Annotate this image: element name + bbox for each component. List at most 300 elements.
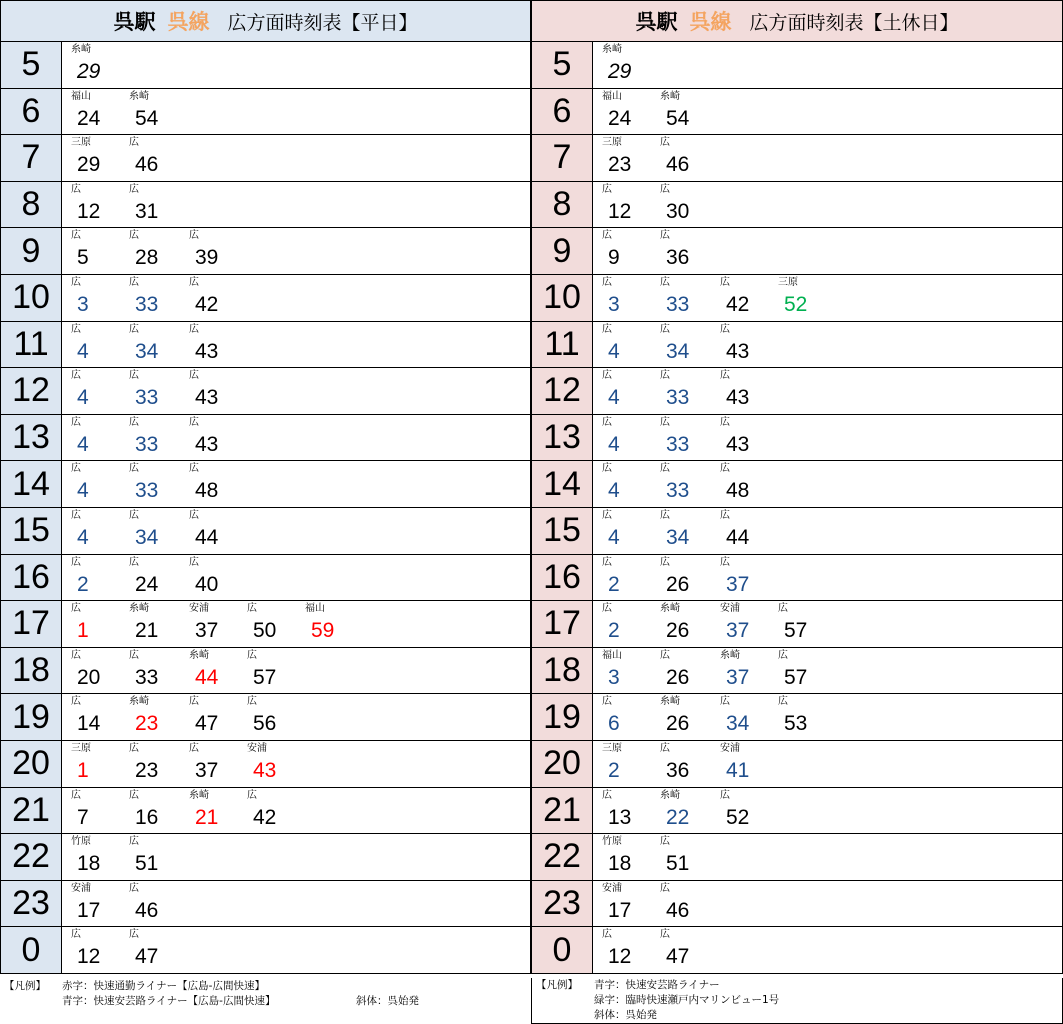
- departure-minute: 42: [195, 292, 219, 316]
- departure-minute: 43: [195, 386, 219, 410]
- departure-destination: 広: [720, 556, 730, 568]
- departure-destination: 広: [720, 509, 730, 521]
- departure: [712, 694, 772, 740]
- departure: [181, 461, 241, 507]
- departure-destination: 福山: [602, 90, 622, 102]
- departure: [239, 601, 299, 647]
- departure-minute: 43: [726, 339, 750, 363]
- departure-minute: 30: [666, 199, 690, 223]
- departure: [652, 648, 712, 694]
- departure-destination: 広: [720, 276, 730, 288]
- departure-minute: 26: [666, 619, 690, 643]
- departure: [181, 601, 241, 647]
- departure: [121, 89, 181, 135]
- departure-minute: 33: [666, 292, 690, 316]
- departure-destination: 広: [129, 836, 139, 848]
- departure: [297, 601, 357, 647]
- departure-minute: 47: [135, 945, 159, 969]
- departure-minute: 26: [666, 665, 690, 689]
- hour-row: [531, 135, 1063, 182]
- departure-destination: 広: [71, 509, 81, 521]
- departure-destination: 広: [602, 556, 612, 568]
- departure-destination: 広: [602, 789, 612, 801]
- legend-red: 赤字：快速通勤ライナー【広島-広間快速】: [62, 980, 265, 992]
- hour-label: 8: [532, 182, 593, 228]
- departure-destination: 広: [778, 649, 788, 661]
- departure-minute: 43: [726, 386, 750, 410]
- departure: [712, 461, 772, 507]
- departure-destination: 糸崎: [129, 696, 149, 708]
- departure-minute: 39: [195, 246, 219, 270]
- departure-minute: 46: [666, 898, 690, 922]
- departure-minute: 23: [135, 758, 159, 782]
- departure: [712, 648, 772, 694]
- departure: [181, 694, 241, 740]
- legend-label: 【凡例】: [4, 980, 46, 992]
- departure: [121, 927, 181, 973]
- hour-label: 12: [532, 368, 593, 414]
- departure: [770, 694, 830, 740]
- hour-row: [531, 881, 1063, 928]
- departure-destination: 広: [189, 742, 199, 754]
- hour-row: [531, 601, 1063, 648]
- departure: [652, 368, 712, 414]
- hour-row: [531, 694, 1063, 741]
- departure-destination: 広: [189, 416, 199, 428]
- departure-destination: 三原: [602, 742, 622, 754]
- departure-minute: 44: [195, 525, 219, 549]
- departure: [181, 788, 241, 834]
- departure-minute: 46: [135, 898, 159, 922]
- departure-destination: 広: [71, 463, 81, 475]
- hour-row: [0, 648, 531, 695]
- departure: [652, 555, 712, 601]
- departure: [63, 322, 123, 368]
- departure-minute: 4: [77, 386, 89, 410]
- departure: [652, 135, 712, 181]
- hour-row: [0, 135, 531, 182]
- departure: [121, 508, 181, 554]
- departure-minute: 4: [608, 339, 620, 363]
- departure: [121, 135, 181, 181]
- departure-destination: 広: [247, 696, 257, 708]
- departure-minute: 37: [195, 619, 219, 643]
- title-direction: 広方面時刻表【平日】: [227, 11, 418, 34]
- departure-destination: 広: [189, 276, 199, 288]
- departure-minute: 21: [195, 805, 219, 829]
- departure-destination: 広: [71, 323, 81, 335]
- departure: [63, 182, 123, 228]
- departure-minute: 54: [666, 106, 690, 130]
- departure-destination: 竹原: [602, 836, 622, 848]
- departure: [594, 461, 654, 507]
- departure-minute: 44: [195, 665, 219, 689]
- departure-destination: 糸崎: [660, 696, 680, 708]
- departure: [594, 555, 654, 601]
- hour-label: 6: [1, 89, 62, 135]
- hour-label: 16: [532, 555, 593, 601]
- departure-destination: 三原: [71, 137, 91, 149]
- departure: [770, 601, 830, 647]
- departure: [594, 322, 654, 368]
- departure-minute: 17: [77, 898, 101, 922]
- departure-destination: 広: [189, 509, 199, 521]
- departure-destination: 広: [129, 789, 139, 801]
- departure-minute: 52: [726, 805, 750, 829]
- departure-destination: 糸崎: [129, 90, 149, 102]
- hour-row: [0, 228, 531, 275]
- departure-minute: 12: [608, 945, 632, 969]
- departure-destination: 広: [129, 137, 139, 149]
- departure: [181, 741, 241, 787]
- departure-minute: 43: [195, 432, 219, 456]
- departure: [712, 415, 772, 461]
- departure-destination: 広: [660, 230, 670, 242]
- departure: [181, 228, 241, 274]
- departure-minute: 24: [77, 106, 101, 130]
- departure-minute: 33: [135, 665, 159, 689]
- departure-destination: 広: [660, 370, 670, 382]
- station-name: 呉駅: [113, 10, 156, 34]
- departure: [181, 648, 241, 694]
- departure: [712, 601, 772, 647]
- hour-row: [0, 322, 531, 369]
- holiday-timetable: [531, 0, 1063, 1024]
- departure: [63, 741, 123, 787]
- hour-row: [531, 648, 1063, 695]
- departure-destination: 広: [602, 509, 612, 521]
- departure: [63, 555, 123, 601]
- departure-minute: 12: [608, 199, 632, 223]
- departure-minute: 51: [666, 852, 690, 876]
- departure-destination: 広: [602, 183, 612, 195]
- departure: [652, 228, 712, 274]
- departure-destination: 三原: [778, 276, 798, 288]
- hour-label: 21: [532, 788, 593, 834]
- departure: [652, 601, 712, 647]
- departure-destination: 広: [129, 416, 139, 428]
- hour-row: [531, 555, 1063, 602]
- hour-row: [0, 42, 531, 89]
- departure: [121, 368, 181, 414]
- departure-destination: 福山: [305, 603, 325, 615]
- departure: [63, 601, 123, 647]
- departure-minute: 37: [726, 665, 750, 689]
- departure-destination: 広: [129, 509, 139, 521]
- departure-minute: 46: [666, 153, 690, 177]
- departure-destination: 広: [660, 509, 670, 521]
- departure: [652, 322, 712, 368]
- hour-row: [0, 368, 531, 415]
- departure: [770, 275, 830, 321]
- departure-minute: 23: [135, 712, 159, 736]
- departure: [770, 648, 830, 694]
- departure-minute: 56: [253, 712, 277, 736]
- hour-label: 9: [532, 228, 593, 274]
- hour-row: [0, 741, 531, 788]
- hour-label: 7: [532, 135, 593, 181]
- departure-minute: 43: [726, 432, 750, 456]
- departure-minute: 4: [77, 432, 89, 456]
- departure: [594, 415, 654, 461]
- hour-label: 9: [1, 228, 62, 274]
- hour-label: 8: [1, 182, 62, 228]
- departure: [652, 275, 712, 321]
- departure-destination: 広: [720, 463, 730, 475]
- hour-row: [0, 601, 531, 648]
- hour-label: 13: [532, 415, 593, 461]
- departure: [181, 415, 241, 461]
- departure-destination: 広: [129, 463, 139, 475]
- departure-minute: 33: [135, 479, 159, 503]
- hour-row: [531, 228, 1063, 275]
- departure-destination: 広: [602, 416, 612, 428]
- departure: [594, 182, 654, 228]
- hour-row: [0, 461, 531, 508]
- departure: [121, 275, 181, 321]
- departure-minute: 4: [608, 432, 620, 456]
- departure: [63, 881, 123, 927]
- departure-minute: 1: [77, 619, 89, 643]
- departure-destination: 広: [129, 742, 139, 754]
- hour-label: 20: [532, 741, 593, 787]
- departure-minute: 40: [195, 572, 219, 596]
- departure-destination: 広: [602, 463, 612, 475]
- departure-minute: 33: [666, 386, 690, 410]
- departure-destination: 広: [189, 370, 199, 382]
- departure-minute: 4: [77, 525, 89, 549]
- departure-destination: 広: [602, 696, 612, 708]
- departure: [181, 322, 241, 368]
- departure-destination: 三原: [71, 742, 91, 754]
- departure-destination: 広: [720, 696, 730, 708]
- departure: [121, 182, 181, 228]
- departure-destination: 広: [602, 276, 612, 288]
- departure: [63, 42, 123, 88]
- departure-minute: 44: [726, 525, 750, 549]
- departure-destination: 広: [660, 276, 670, 288]
- departure-minute: 29: [77, 153, 101, 177]
- departure: [121, 415, 181, 461]
- departure-minute: 3: [608, 292, 620, 316]
- hour-row: [531, 834, 1063, 881]
- departure-destination: 糸崎: [660, 90, 680, 102]
- hour-label: 14: [1, 461, 62, 507]
- timetable-title: [531, 0, 1063, 42]
- hour-row: [0, 275, 531, 322]
- departure-destination: 広: [247, 603, 257, 615]
- departure: [121, 834, 181, 880]
- departure-minute: 37: [726, 572, 750, 596]
- departure: [121, 322, 181, 368]
- timetable-rows: [0, 42, 531, 974]
- departure-destination: 広: [129, 882, 139, 894]
- departure-minute: 57: [784, 665, 808, 689]
- departure-destination: 広: [602, 230, 612, 242]
- departure-minute: 16: [135, 805, 159, 829]
- departure-minute: 31: [135, 199, 159, 223]
- departure: [652, 415, 712, 461]
- departure: [652, 834, 712, 880]
- departure-minute: 4: [608, 386, 620, 410]
- departure: [594, 42, 654, 88]
- hour-label: 21: [1, 788, 62, 834]
- legend-italic: 斜体：呉始発: [356, 995, 419, 1007]
- legend-italic: 斜体：呉始発: [594, 1009, 657, 1021]
- hour-row: [0, 834, 531, 881]
- departure-minute: 2: [608, 572, 620, 596]
- hour-label: 11: [532, 322, 593, 368]
- departure-destination: 広: [660, 882, 670, 894]
- departure: [594, 881, 654, 927]
- departure: [63, 135, 123, 181]
- departure-destination: 福山: [602, 649, 622, 661]
- departure-minute: 33: [666, 432, 690, 456]
- departure-minute: 13: [608, 805, 632, 829]
- hour-row: [0, 881, 531, 928]
- departure: [712, 555, 772, 601]
- departure: [594, 694, 654, 740]
- departure: [63, 834, 123, 880]
- departure: [63, 648, 123, 694]
- departure: [63, 228, 123, 274]
- line-name: 呉線: [167, 10, 210, 34]
- departure: [121, 601, 181, 647]
- departure-minute: 22: [666, 805, 690, 829]
- departure-destination: 広: [129, 556, 139, 568]
- departure: [121, 881, 181, 927]
- departure-destination: 安浦: [247, 742, 267, 754]
- departure: [594, 834, 654, 880]
- departure: [594, 275, 654, 321]
- hour-label: 11: [1, 322, 62, 368]
- legend-blue: 青字：快速安芸路ライナー【広島-広間快速】: [62, 995, 276, 1007]
- departure-minute: 33: [666, 479, 690, 503]
- departure-minute: 1: [77, 758, 89, 782]
- hour-row: [0, 508, 531, 555]
- title-direction: 広方面時刻表【土休日】: [749, 11, 959, 34]
- departure-minute: 47: [195, 712, 219, 736]
- departure-destination: 広: [660, 556, 670, 568]
- departure-minute: 9: [608, 246, 620, 270]
- departure: [121, 788, 181, 834]
- departure-minute: 36: [666, 758, 690, 782]
- hour-row: [0, 555, 531, 602]
- departure: [594, 648, 654, 694]
- departure: [594, 741, 654, 787]
- timetable-rows: [531, 42, 1063, 974]
- departure-minute: 34: [135, 525, 159, 549]
- hour-label: 14: [532, 461, 593, 507]
- weekday-timetable: [0, 0, 531, 1024]
- departure: [63, 927, 123, 973]
- departure-minute: 51: [135, 852, 159, 876]
- departure-minute: 59: [311, 619, 335, 643]
- departure-destination: 広: [660, 183, 670, 195]
- departure-minute: 41: [726, 758, 750, 782]
- departure-destination: 広: [129, 929, 139, 941]
- departure-minute: 2: [77, 572, 89, 596]
- departure-destination: 安浦: [602, 882, 622, 894]
- hour-label: 15: [532, 508, 593, 554]
- departure-minute: 52: [784, 292, 808, 316]
- departure: [712, 275, 772, 321]
- departure: [63, 275, 123, 321]
- departure-minute: 43: [253, 758, 277, 782]
- hour-row: [531, 461, 1063, 508]
- departure-destination: 広: [720, 323, 730, 335]
- departure-destination: 広: [189, 323, 199, 335]
- timetable-title: [0, 0, 531, 42]
- departure-destination: 糸崎: [129, 603, 149, 615]
- departure: [652, 461, 712, 507]
- departure-destination: 広: [71, 370, 81, 382]
- departure: [63, 461, 123, 507]
- departure-minute: 57: [784, 619, 808, 643]
- departure-minute: 42: [726, 292, 750, 316]
- departure-destination: 広: [720, 789, 730, 801]
- hour-label: 22: [532, 834, 593, 880]
- departure: [594, 601, 654, 647]
- departure-destination: 糸崎: [660, 603, 680, 615]
- hour-row: [531, 741, 1063, 788]
- legend: [531, 978, 1063, 1024]
- departure-destination: 広: [129, 276, 139, 288]
- departure: [652, 182, 712, 228]
- departure-minute: 26: [666, 572, 690, 596]
- departure: [121, 228, 181, 274]
- departure-destination: 広: [71, 929, 81, 941]
- hour-label: 20: [1, 741, 62, 787]
- departure-minute: 36: [666, 246, 690, 270]
- departure-minute: 47: [666, 945, 690, 969]
- legend: [0, 979, 531, 1009]
- departure-minute: 12: [77, 199, 101, 223]
- departure: [121, 648, 181, 694]
- departure: [239, 694, 299, 740]
- hour-row: [531, 89, 1063, 136]
- departure-destination: 糸崎: [189, 789, 209, 801]
- departure: [63, 415, 123, 461]
- departure-destination: 広: [129, 183, 139, 195]
- legend-green: 緑字：臨時快速瀬戸内マリンビュー1号: [594, 994, 780, 1006]
- departure-destination: 広: [720, 370, 730, 382]
- departure: [63, 89, 123, 135]
- departure-destination: 広: [129, 370, 139, 382]
- hour-row: [531, 275, 1063, 322]
- departure-destination: 広: [189, 696, 199, 708]
- departure-destination: 広: [71, 276, 81, 288]
- hour-row: [0, 694, 531, 741]
- departure-destination: 広: [660, 929, 670, 941]
- departure: [652, 694, 712, 740]
- departure-minute: 34: [135, 339, 159, 363]
- departure-destination: 広: [71, 789, 81, 801]
- departure-minute: 17: [608, 898, 632, 922]
- departure: [63, 694, 123, 740]
- departure-destination: 広: [602, 929, 612, 941]
- hour-label: 15: [1, 508, 62, 554]
- departure: [594, 788, 654, 834]
- hour-label: 19: [532, 694, 593, 740]
- departure-minute: 20: [77, 665, 101, 689]
- departure-destination: 広: [71, 696, 81, 708]
- departure-destination: 広: [129, 323, 139, 335]
- departure-minute: 33: [135, 292, 159, 316]
- legend-blue: 青字：快速安芸路ライナー: [594, 979, 720, 991]
- departure-minute: 57: [253, 665, 277, 689]
- departure: [239, 648, 299, 694]
